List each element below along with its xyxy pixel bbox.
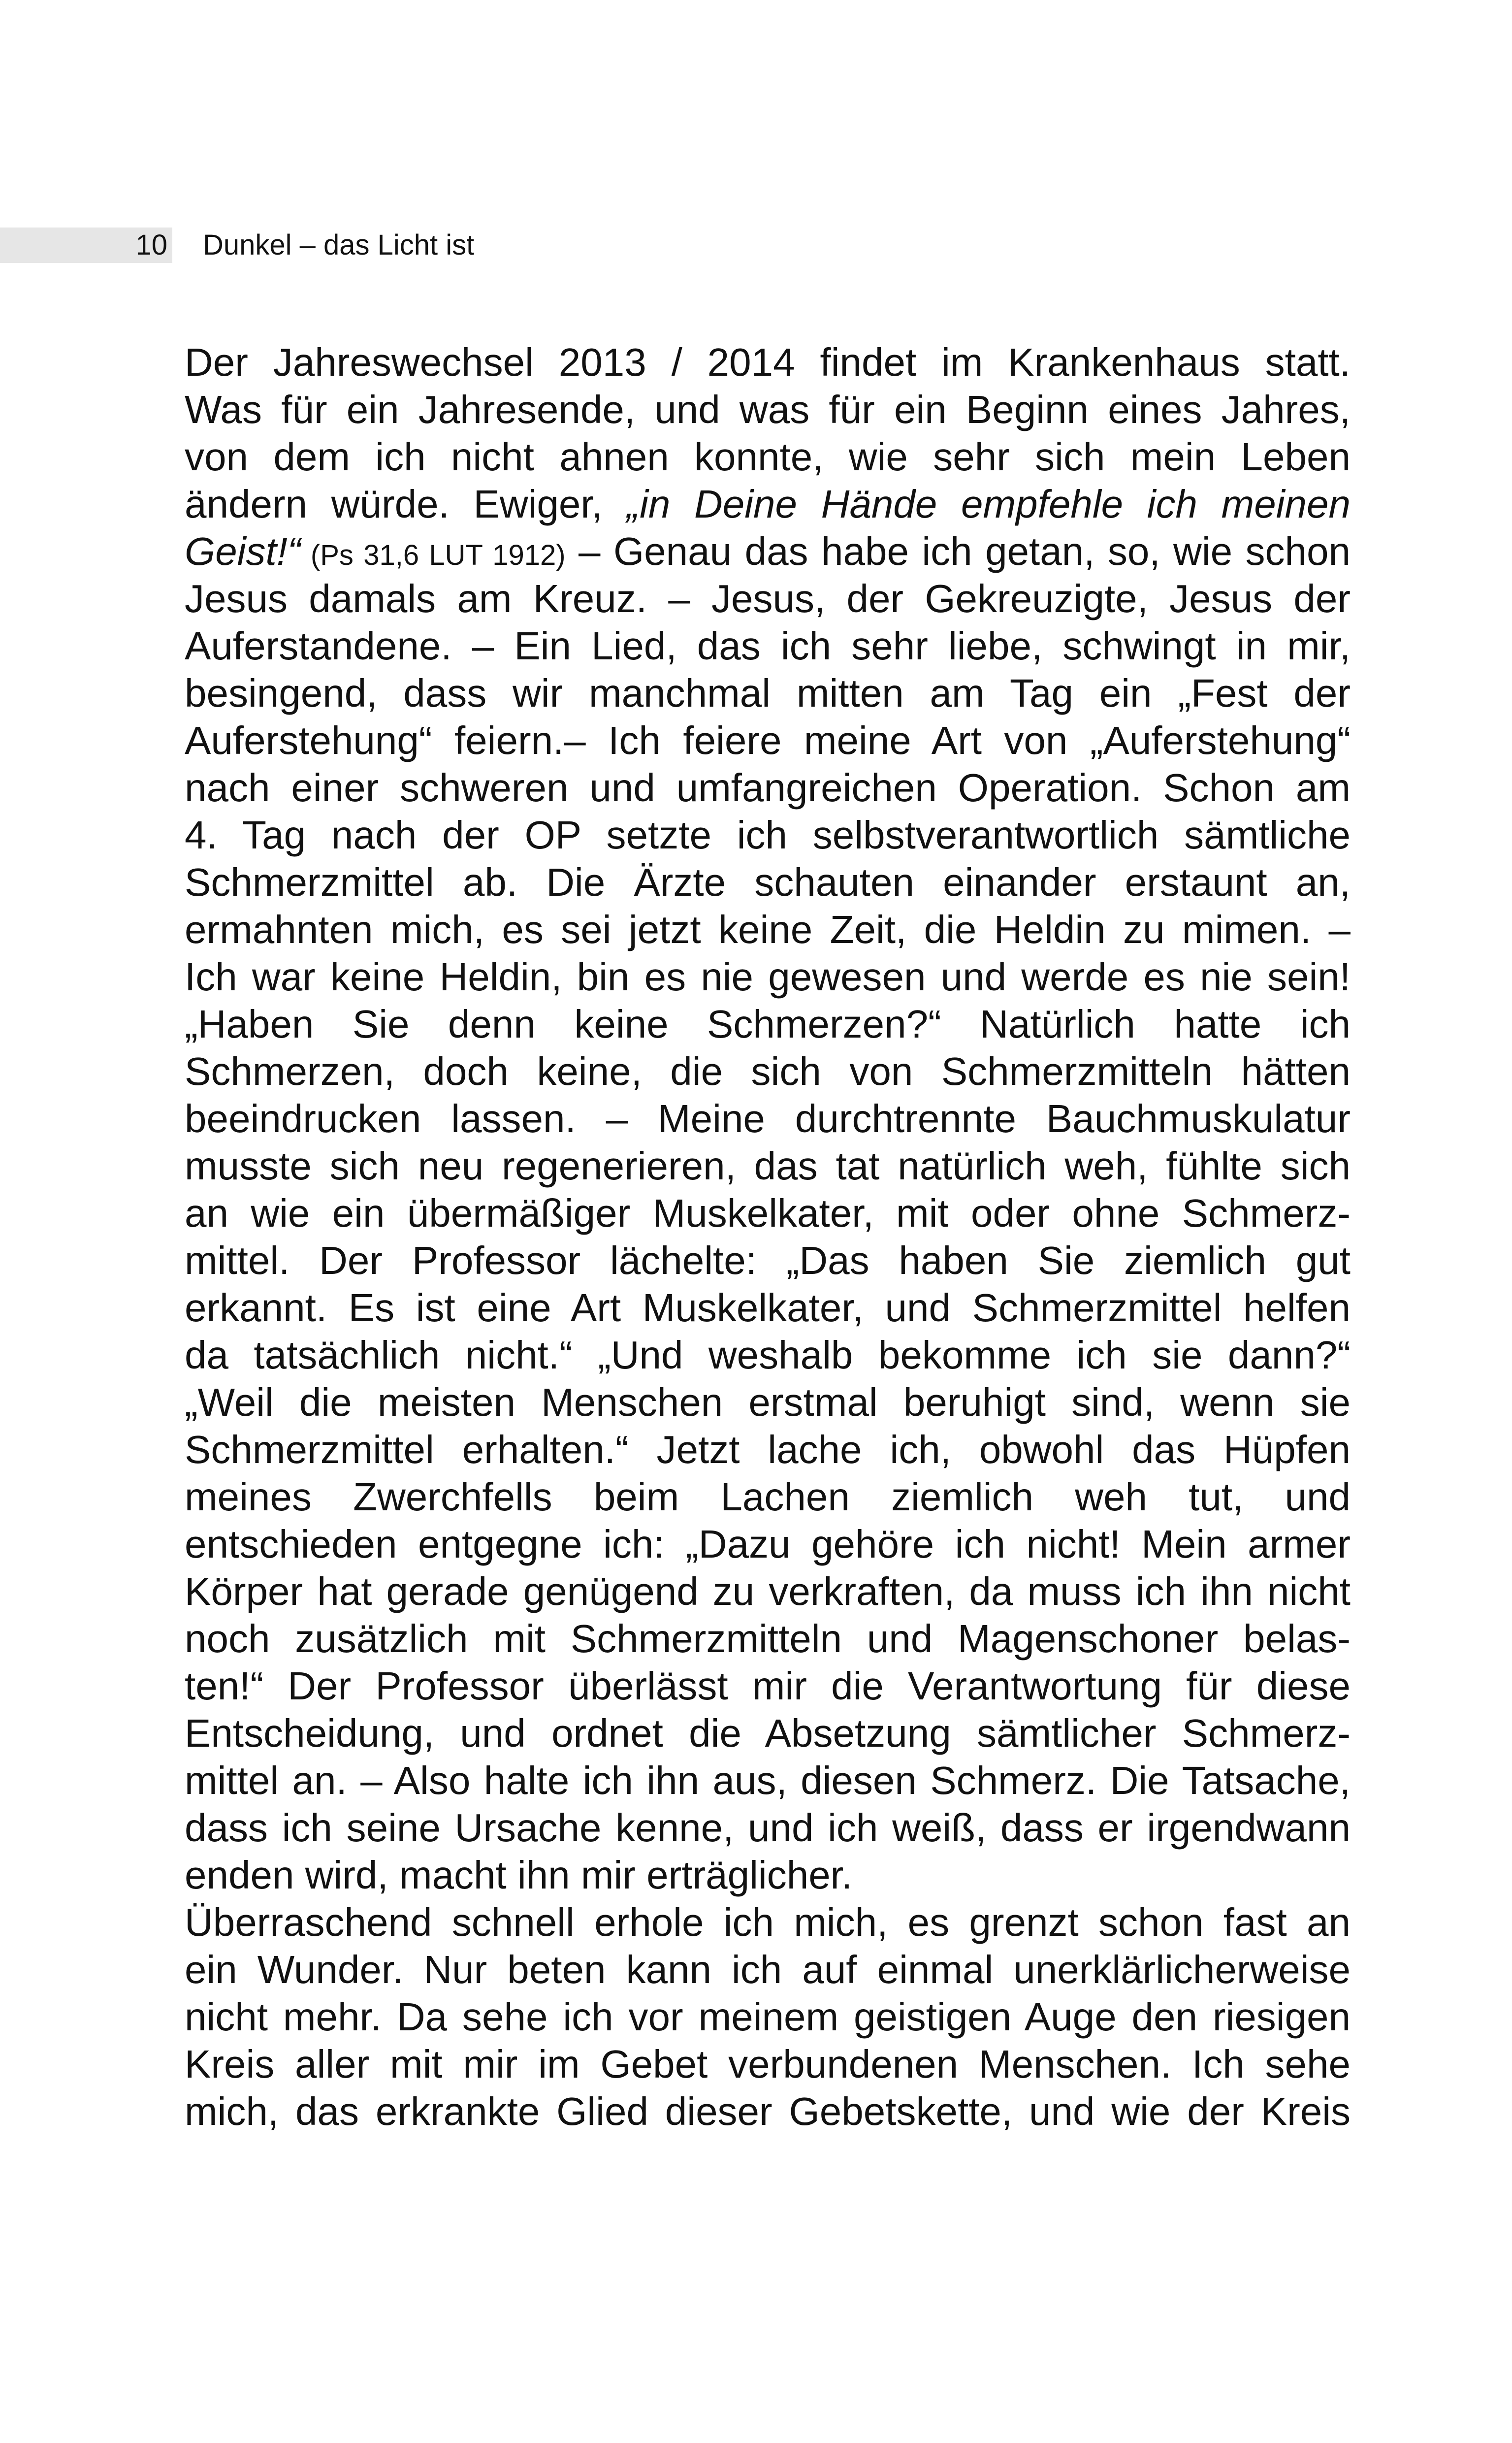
text-line [185,622,1351,670]
text-span: Kreis aller mit mir im Gebet verbundenen Menschen. Ich sehe [185,2042,1351,2086]
text-span: „Weil die meisten Menschen erstmal beruhigt sind, wenn sie [185,1380,1351,1424]
text-span: – Genau das habe ich getan, so, wie schon [565,529,1351,573]
italic-quote: Geist!“ [185,529,301,573]
text-span: mittel. Der Professor lächelte: „Das haben Sie ziemlich gut [185,1238,1351,1282]
running-title: Dunkel – das Licht ist [203,229,475,261]
text-span: ändern würde. Ewiger, [185,482,627,526]
text-line [185,2041,1351,2088]
text-line [185,1473,1351,1521]
text-line [185,575,1351,622]
text-line [185,1899,1351,1946]
text-span: nach einer schweren und umfangreichen Operation. Schon am [185,766,1351,810]
text-line [185,906,1351,953]
text-span: meines Zwerchfells beim Lachen ziemlich weh tut, und [185,1475,1351,1519]
text-line [185,1095,1351,1142]
italic-quote: „in Deine Hände empfehle ich meinen [626,482,1351,526]
text-line [185,1804,1351,1852]
page-number: 10 [135,229,167,261]
text-span: noch zusätzlich mit Schmerzmitteln und Magenschoner belas- [185,1617,1351,1661]
text-span: beeindrucken lassen. – Meine durchtrennte Bauchmuskulatur [185,1097,1351,1140]
text-line [185,481,1351,528]
text-line [185,1852,1351,1899]
text-line [185,1379,1351,1426]
text-line [185,1001,1351,1048]
text-line [185,1048,1351,1095]
text-line [185,1662,1351,1710]
text-span: 4. Tag nach der OP setzte ich selbstverantwortlich sämtliche [185,813,1351,857]
text-line [185,2088,1351,2135]
text-span: „Haben Sie denn keine Schmerzen?“ Natürlich hatte ich [185,1002,1351,1046]
text-line [185,1615,1351,1662]
text-span: Auferstehung“ feiern.– Ich feiere meine Art von „Auferstehung“ [185,718,1351,762]
text-span: Entscheidung, und ordnet die Absetzung sämtlicher Schmerz- [185,1711,1351,1755]
text-span: Überraschend schnell erhole ich mich, es grenzt schon fast an [185,1900,1351,1944]
text-line [185,717,1351,764]
text-line [185,1426,1351,1473]
text-span: von dem ich nicht ahnen konnte, wie sehr sich mein Leben [185,435,1351,479]
text-line [185,1142,1351,1190]
text-span: Jesus damals am Kreuz. – Jesus, der Gekreuzigte, Jesus der [185,577,1351,620]
text-span: nicht mehr. Da sehe ich vor meinem geistigen Auge den riesigen [185,1995,1351,2039]
page-header [0,228,1512,263]
text-span: besingend, dass wir manchmal mitten am Tag ein „Fest der [185,671,1351,715]
text-line [185,528,1351,575]
text-line [185,953,1351,1001]
text-span: mittel an. – Also halte ich ihn aus, diesen Schmerz. Die Tatsache, [185,1759,1351,1802]
text-line [185,764,1351,812]
text-line [185,339,1351,386]
text-line [185,670,1351,717]
text-span: ein Wunder. Nur beten kann ich auf einmal unerklärlicherweise [185,1948,1351,1991]
text-span: Körper hat gerade genügend zu verkraften, da muss ich ihn nicht [185,1569,1351,1613]
text-span: mich, das erkrankte Glied dieser Gebetskette, und wie der Kreis [185,2089,1351,2133]
text-line [185,386,1351,433]
text-span: Was für ein Jahresende, und was für ein Beginn eines Jahres, [185,388,1351,431]
text-line [185,1946,1351,1993]
text-span: Auferstandene. – Ein Lied, das ich sehr liebe, schwingt in mir, [185,624,1351,668]
text-span: entschieden entgegne ich: „Dazu gehöre ich nicht! Mein armer [185,1522,1351,1566]
body-text [185,339,1351,2135]
text-span: Der Jahreswechsel 2013 / 2014 findet im Krankenhaus statt. [185,340,1351,384]
text-line [185,812,1351,859]
text-span: Ich war keine Heldin, bin es nie gewesen und werde es nie sein! [185,955,1351,999]
text-span: Schmerzmittel ab. Die Ärzte schauten einander erstaunt an, [185,860,1351,904]
text-line [185,1568,1351,1615]
text-line [185,1237,1351,1284]
text-line [185,1710,1351,1757]
text-span: musste sich neu regenerieren, das tat natürlich weh, fühlte sich [185,1144,1351,1188]
text-line [185,1190,1351,1237]
text-line [185,1757,1351,1804]
text-span: an wie ein übermäßiger Muskelkater, mit oder ohne Schmerz- [185,1191,1351,1235]
text-span: Schmerzen, doch keine, die sich von Schmerzmitteln hätten [185,1049,1351,1093]
text-line [185,1521,1351,1568]
text-span: erkannt. Es ist eine Art Muskelkater, und Schmerzmittel helfen [185,1286,1351,1330]
text-span: da tatsächlich nicht.“ „Und weshalb bekomme ich sie dann?“ [185,1333,1351,1377]
text-span: enden wird, macht ihn mir erträglicher. [185,1853,853,1897]
text-span: dass ich seine Ursache kenne, und ich weiß, dass er irgendwann [185,1806,1351,1850]
text-line [185,1284,1351,1332]
bible-reference: (Ps 31,6 LUT 1912) [300,539,566,571]
text-line [185,1993,1351,2041]
text-span: Schmerzmittel erhalten.“ Jetzt lache ich, obwohl das Hüpfen [185,1428,1351,1471]
text-span: ten!“ Der Professor überlässt mir die Verantwortung für diese [185,1664,1351,1708]
text-line [185,433,1351,481]
text-line [185,1332,1351,1379]
text-span: ermahnten mich, es sei jetzt keine Zeit, die Heldin zu mimen. – [185,908,1351,951]
text-line [185,859,1351,906]
